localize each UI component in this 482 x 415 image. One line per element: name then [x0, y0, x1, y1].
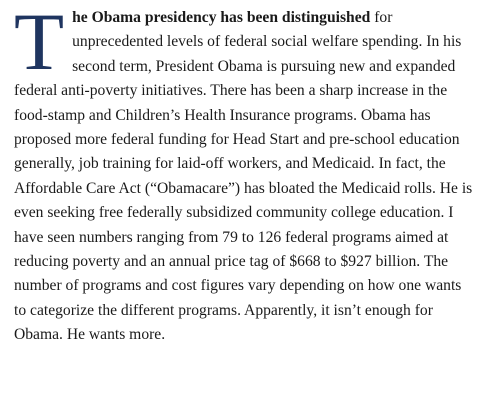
article-paragraph [14, 0, 476, 348]
paragraph-text: for unprecedented levels of federal social welfare spending. In his second term, President Obama is pursuing new and expanded federal anti-poverty initiatives. There has been a sharp increase in the food-stamp and Children’s Health Insurance programs. Obama has proposed more federal funding for Head Start and pre-school education generally, job training for laid-off workers, and Medicaid. In fact, the Affordable Care Act (“Obamacare”) has bloated the Medicaid rolls. He is even seeking free federally subsidized community college education. I have seen numbers ranging from 79 to 126 federal programs aimed at reducing poverty and an annual price tag of $668 to $927 billion. The number of programs and cost figures vary depending on how one wants to categorize the different programs. Apparently, it isn’t enough for Obama. He wants more. [14, 9, 473, 344]
lead-bold-text: he Obama presidency has been distinguished [72, 9, 371, 26]
article-body [14, 0, 476, 348]
drop-cap: T [14, 0, 65, 87]
